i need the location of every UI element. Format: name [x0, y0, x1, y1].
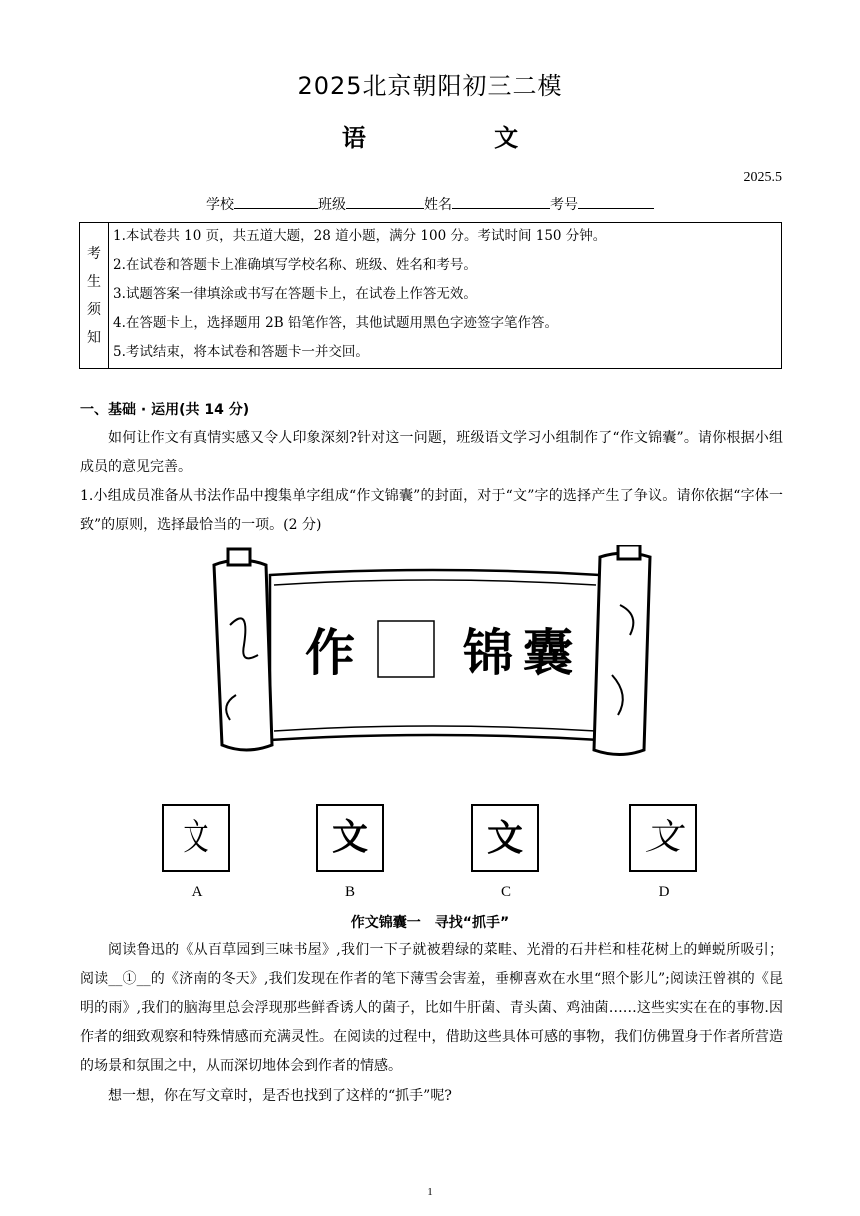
class-blank[interactable]: [346, 194, 424, 209]
section-heading: 一、基础 · 运用(共 14 分): [80, 402, 250, 418]
fill-blank-1: __①__: [108, 971, 151, 987]
exam-date: 2025.5: [743, 170, 782, 185]
name-label: 姓名: [424, 197, 452, 213]
notice-heading: 考 生 须 知: [80, 223, 109, 369]
option-d-glyph: 文: [644, 817, 681, 858]
id-blank[interactable]: [578, 194, 654, 209]
option-b-glyph: 文: [331, 817, 368, 858]
option-b-letter: B: [344, 884, 355, 900]
notice-item: 4.在答题卡上，选择题用 2B 铅笔作答，其他试题用黑色字迹签字笔作答。: [113, 315, 558, 331]
notice-item: 5.考试结束，将本试卷和答题卡一并交回。: [113, 344, 369, 360]
scroll-char-jin: 锦: [463, 623, 513, 682]
reading-question: 想一想，你在写文章时，是否也找到了这样的“抓手”呢?: [108, 1088, 452, 1104]
option-a-box[interactable]: [162, 804, 230, 872]
scroll-char-zuo: 作: [305, 623, 355, 682]
notice-item: 1.本试卷共 10 页，共五道大题，28 道小题，满分 100 分。考试时间 150 分钟。: [113, 228, 607, 244]
student-info-fields: [0, 194, 860, 214]
school-label: 学校: [206, 197, 234, 213]
option-d-box[interactable]: [629, 804, 697, 872]
exam-title: 2025北京朝阳初三二模: [297, 72, 563, 100]
notice-item: 3.试题答案一律填涂或书写在答题卡上，在试卷上作答无效。: [113, 286, 477, 302]
scroll-illustration: [200, 545, 660, 765]
section-intro: 如何让作文有真情实感又令人印象深刻?针对这一问题，班级语文学习小组制作了“作文锦囊”。请你根据小组成员的意见完善。: [80, 430, 783, 475]
class-label: 班级: [318, 197, 346, 213]
option-c-box[interactable]: [471, 804, 539, 872]
school-blank[interactable]: [234, 194, 318, 209]
name-blank[interactable]: [452, 194, 550, 209]
scroll-char-nang: 囊: [523, 623, 573, 682]
exam-notice-table: [79, 222, 782, 369]
missing-char-box: [378, 621, 434, 677]
option-a-glyph: 文: [183, 817, 209, 858]
option-a-letter: A: [191, 884, 203, 900]
id-label: 考号: [550, 197, 578, 213]
figure-caption: 作文锦囊一 寻找“抓手”: [350, 915, 510, 931]
reading-paragraph: 阅读鲁迅的《从百草园到三味书屋》,我们一下子就被碧绿的菜畦、光滑的石井栏和桂花树上的蝉蜕所吸引；阅读__①__的《济南的冬天》,我们发现在作者的笔下薄雪会害羞，垂柳喜欢在水里“照个影儿”;阅读汪曾祺的《昆明的雨》,我们的脑海里总会浮现那些鲜香诱人的菌子，比如牛肝菌、青头菌、鸡油菌……这些实实在在的事物.因作者的细致观察和特殊情感而充满灵性。在阅读的过程中，借助这些具体可感的事物，我们仿佛置身于作者所营造的场景和氛围之中，从而深切地体会到作者的情感。: [80, 942, 784, 1074]
option-c-glyph: 文: [486, 817, 523, 859]
option-b-box[interactable]: [316, 804, 384, 872]
notice-item: 2.在试卷和答题卡上准确填写学校名称、班级、姓名和考号。: [113, 257, 477, 273]
page-number: 1: [427, 1186, 433, 1198]
option-c-letter: C: [500, 884, 511, 900]
question-1: 1.小组成员准备从书法作品中搜集单字组成“作文锦囊”的封面，对于“文”字的选择产生了争议。请你依据“字体一致”的原则，选择最恰当的一项。(2 分): [80, 488, 783, 533]
option-d-letter: D: [658, 884, 670, 900]
notice-items: [109, 223, 782, 369]
subject-title: 语 文: [341, 124, 579, 152]
